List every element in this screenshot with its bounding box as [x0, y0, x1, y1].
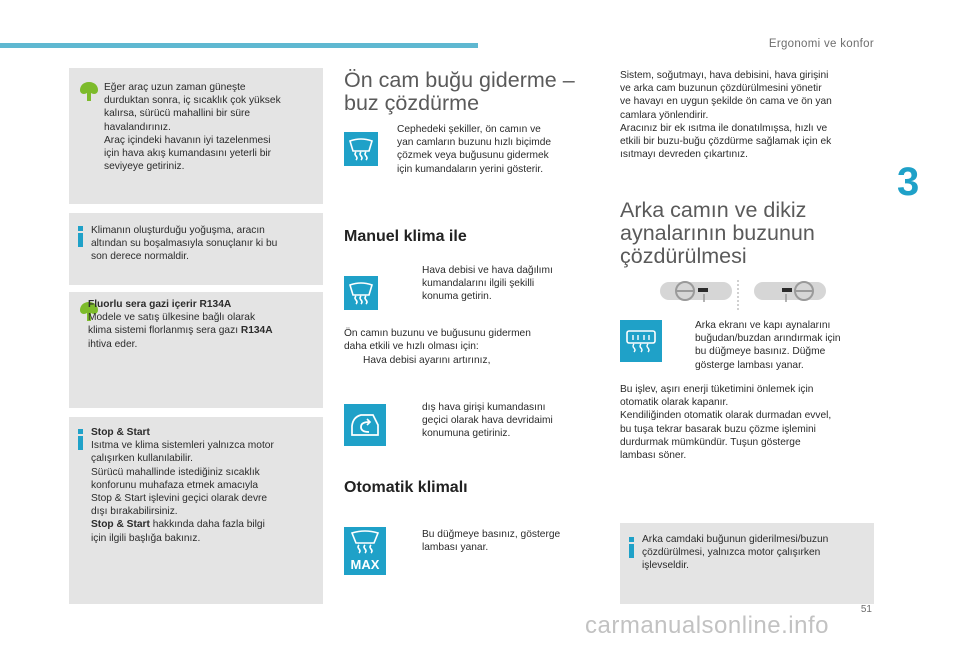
para-line: daha etkili ve hızlı olması için:	[344, 341, 479, 353]
right-intro-line: etkili bir buzu-buğu çözdürme sağlamak için ek	[620, 136, 832, 148]
tip-line: Eğer araç uzun zaman güneşte	[104, 82, 246, 93]
rear-item-line: gösterge lambası yanar.	[695, 359, 804, 371]
info-icon	[78, 429, 83, 450]
rear-demist-title	[620, 199, 815, 268]
info-line: Sürücü mahallinde istediğiniz sıcaklık	[91, 466, 260, 478]
info-line: Stop & Start işlevini geçici olarak devre	[91, 493, 268, 505]
tip-line: klima sistemi florlanmış sera gazı	[88, 325, 241, 337]
intro-line: Cephedeki şekiller, ön camın ve	[397, 124, 541, 135]
info-icon	[629, 537, 634, 558]
dashboard-illustration-right	[748, 280, 830, 310]
info-box-rear-demist	[620, 523, 874, 604]
rear-demist-button-icon	[620, 320, 662, 362]
right-intro-line: Aracınız bir ek ısıtma ile donatılmışsa, hızlı ve	[620, 122, 828, 134]
info-line: hakkında daha fazla bilgi	[149, 519, 265, 531]
para-item: Hava debisi ayarını artırınız,	[363, 355, 491, 366]
right-intro-line: ve arka cam buzunun çözdürülmesini yönetir	[620, 83, 822, 95]
tip-line: ihtiva eder.	[88, 338, 138, 350]
watermark: carmanualsonline.info	[585, 612, 829, 639]
max-demist-icon	[346, 529, 384, 573]
refrigerant-title: Fluorlu sera gazi içerir R134A	[88, 299, 232, 310]
rear-item-line: bu düğmeye basınız. Düğme	[695, 346, 826, 358]
title-line: aynalarının buzunun	[620, 221, 815, 245]
info-line: altından su boşalmasıyla sonuçlanır ki bu	[91, 238, 278, 250]
max-label: MAX	[350, 557, 380, 572]
title-line: Ön cam buğu giderme –	[344, 68, 575, 92]
auto-item-line: Bu düğmeye basınız, gösterge	[422, 529, 561, 540]
tip-line: kalırsa, sürücü mahallini bir süre	[104, 108, 251, 120]
rear-item-line: Arka ekranı ve kapı aynalarını	[695, 320, 831, 331]
right-intro-line: camlara yönlendirir.	[620, 109, 709, 121]
rear-para-line: lambası söner.	[620, 450, 687, 462]
manual-item-line: Hava debisi ve hava dağılımı	[422, 265, 553, 276]
info-box-condensation	[69, 213, 323, 285]
right-intro-line: Sistem, soğutmayı, hava debisini, hava girişini	[620, 70, 829, 81]
right-intro-line: ve havayı en uygun şekilde ön cama ve ön yan	[620, 96, 832, 108]
manual-climate-heading: Manuel klima ile	[344, 228, 467, 245]
tip-box-refrigerant	[69, 292, 323, 408]
title-line: Arka camın ve dikiz	[620, 198, 807, 222]
tip-line: Araç içindeki havanın iyi tazelenmesi	[104, 134, 271, 146]
info-icon	[78, 226, 83, 247]
windscreen-demist-icon	[347, 137, 375, 161]
info-line: için ilgili başlığa bakınız.	[91, 532, 201, 544]
max-demist-button-icon	[344, 527, 386, 575]
intro-line: için kumandaların yerini gösterir.	[397, 163, 544, 175]
manual-item-line: kumandalarını ilgili şekilli	[422, 278, 535, 290]
windscreen-demist-icon	[347, 281, 375, 305]
intro-line: çözmek veya buğusunu gidermek	[397, 150, 549, 162]
tip-line: için hava akış kumandasını yeterli bir	[104, 148, 272, 160]
tip-line: seviyeye getiriniz.	[104, 161, 185, 173]
manual-demist-button-icon	[344, 276, 378, 310]
rear-para-line: otomatik olarak kapanır.	[620, 397, 729, 409]
info-line: Klimanın oluşturduğu yoğuşma, aracın	[91, 225, 265, 236]
auto-climate-heading: Otomatik klimalı	[344, 479, 468, 496]
tip-line: havalandırınız.	[104, 121, 171, 133]
tip-line: durduktan sonra, iç sıcaklık çok yüksek	[104, 95, 281, 107]
header-accent-bar	[0, 43, 478, 48]
stop-start-title: Stop & Start	[91, 427, 150, 438]
section-title: Ergonomi ve konfor	[768, 38, 874, 50]
info-box-stop-start	[69, 417, 323, 604]
manual-item-line: konuma getirin.	[422, 291, 492, 303]
tip-line: Modele ve satış ülkesine bağlı olarak	[88, 312, 256, 324]
info-line: konforunu muhafaza etmek amacıyla	[91, 479, 259, 491]
info-line: çalışırken kullanılabilir.	[91, 453, 193, 465]
rear-item-line: buğudan/buzdan arındırmak için	[695, 333, 841, 345]
info-line: dışı bırakabilirsiniz.	[91, 506, 178, 518]
windscreen-demist-title	[344, 69, 575, 115]
rear-window-demist-icon	[625, 329, 657, 353]
manual-item-line: dış hava girişi kumandasını	[422, 402, 546, 413]
info-line: işlevseldir.	[642, 560, 689, 572]
recirculation-button-icon	[344, 404, 386, 446]
manual-item-line: geçici olarak hava devridaimi	[422, 415, 553, 427]
chapter-number: 3	[897, 160, 920, 204]
para-line: Ön camın buzunu ve buğusunu gidermen	[344, 328, 531, 339]
info-line: Arka camdaki buğunun giderilmesi/buzun	[642, 534, 829, 545]
rear-para-line: Bu işlev, aşırı enerji tüketimini önlemek için	[620, 384, 814, 395]
right-intro-line: ısıtmayı devreden çıkartınız.	[620, 149, 748, 161]
car-recirculation-icon	[349, 411, 381, 439]
page-number: 51	[860, 604, 872, 615]
title-line: çözdürülmesi	[620, 244, 747, 268]
info-line: Isıtma ve klima sistemleri yalnızca motor	[91, 440, 274, 452]
dashboard-illustration-left	[658, 280, 740, 310]
info-line: çözdürülmesi, yalnızca motor çalışırken	[642, 547, 821, 559]
stop-start-ref: Stop & Start	[91, 519, 150, 531]
rear-para-line: Kendiliğinden otomatik olarak durmadan evvel,	[620, 410, 832, 422]
tip-box-sun	[69, 68, 323, 204]
leaf-icon	[79, 80, 99, 102]
title-line: buz çözdürme	[344, 91, 480, 115]
rear-para-line: bu tuşa tekrar basarak buzu çözme işlemini	[620, 423, 816, 435]
info-line: son derece normaldir.	[91, 251, 189, 263]
manual-item-line: konumuna getiriniz.	[422, 428, 511, 440]
auto-item-line: lambası yanar.	[422, 542, 489, 554]
front-demist-button-icon	[344, 132, 378, 166]
rear-para-line: durdurmak mümkündür. Tuşun gösterge	[620, 436, 801, 448]
refrigerant-code: R134A	[240, 325, 273, 337]
intro-line: yan camların buzunu hızlı biçimde	[397, 137, 552, 149]
